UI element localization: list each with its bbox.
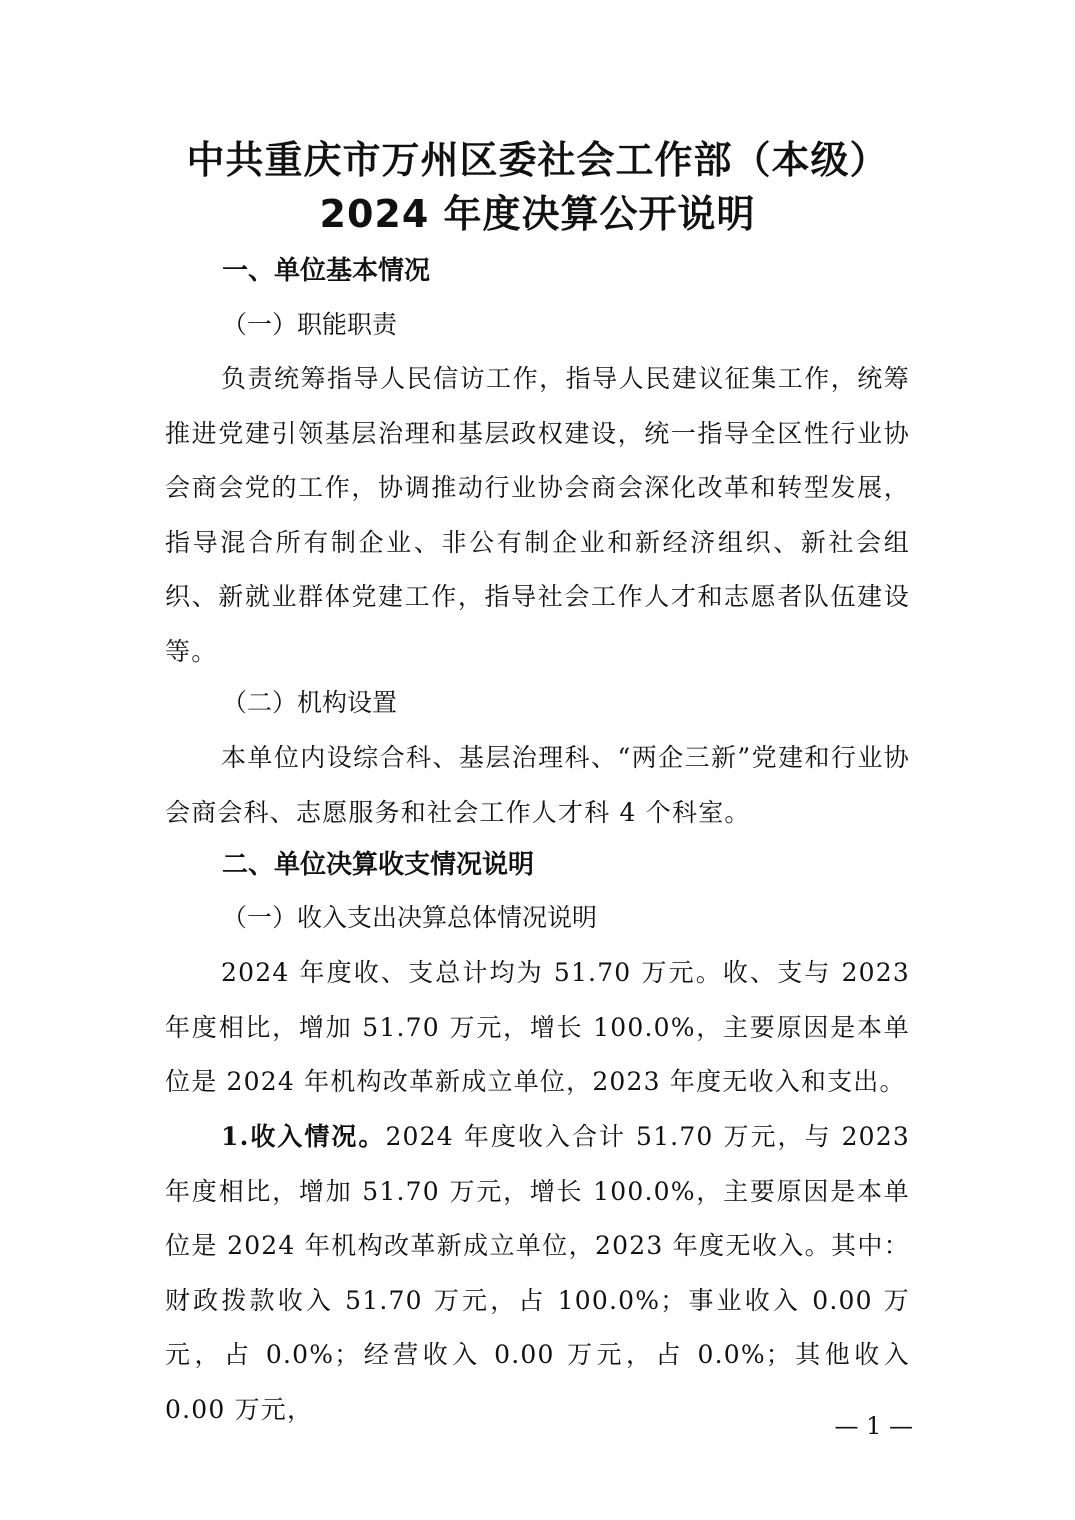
document-title-line-2: 2024 年度决算公开说明: [319, 192, 756, 236]
subheading-overall-income-expense: （一）收入支出决算总体情况说明: [222, 903, 598, 932]
page-number: — 1 —: [834, 1412, 913, 1440]
document-title-line-1: 中共重庆市万州区委社会工作部（本级）: [186, 138, 889, 182]
paragraph-functions: 负责统筹指导人民信访工作，指导人民建议征集工作，统筹推进党建引领基层治理和基层政权建设，统一指导全区性行业协会商会党的工作，协调推动行业协会商会深化改革和转型发展，指导混合所有制企业、非公有制企业和新经济组织、新社会组织、新就业群体党建工作，指导社会工作人才和志愿者队伍建设等。: [165, 364, 910, 666]
paragraph-income: [165, 1110, 910, 1437]
income-label: 1.收入情况。: [221, 1122, 386, 1151]
subheading-organization: （二）机构设置: [222, 688, 398, 717]
subheading-functions: （一）职能职责: [222, 310, 398, 339]
paragraph-overall-income-expense: 2024 年度收、支总计均为 51.70 万元。收、支与 2023 年度相比，增加 51.70 万元，增长 100.0%，主要原因是本单位是 2024 年机构改革新成立单位，2023 年度无收入和支出。: [165, 958, 910, 1096]
section-heading-budget: 二、单位决算收支情况说明: [222, 850, 535, 880]
income-text: 2024 年度收入合计 51.70 万元，与 2023 年度相比，增加 51.70 万元，增长 100.0%，主要原因是本单位是 2024 年机构改革新成立单位，2023 年度无收入。其中：财政拨款收入 51.70 万元，占 100.0%；事业收入 0.00 万元，占 0.0%；经营收入 0.00 万元，占 0.0%；其他收入 0.00 万元，: [165, 1122, 910, 1424]
section-heading-basic-info: 一、单位基本情况: [222, 256, 431, 286]
paragraph-organization: 本单位内设综合科、基层治理科、“两企三新”党建和行业协会商会科、志愿服务和社会工作人才科 4 个科室。: [165, 743, 910, 827]
